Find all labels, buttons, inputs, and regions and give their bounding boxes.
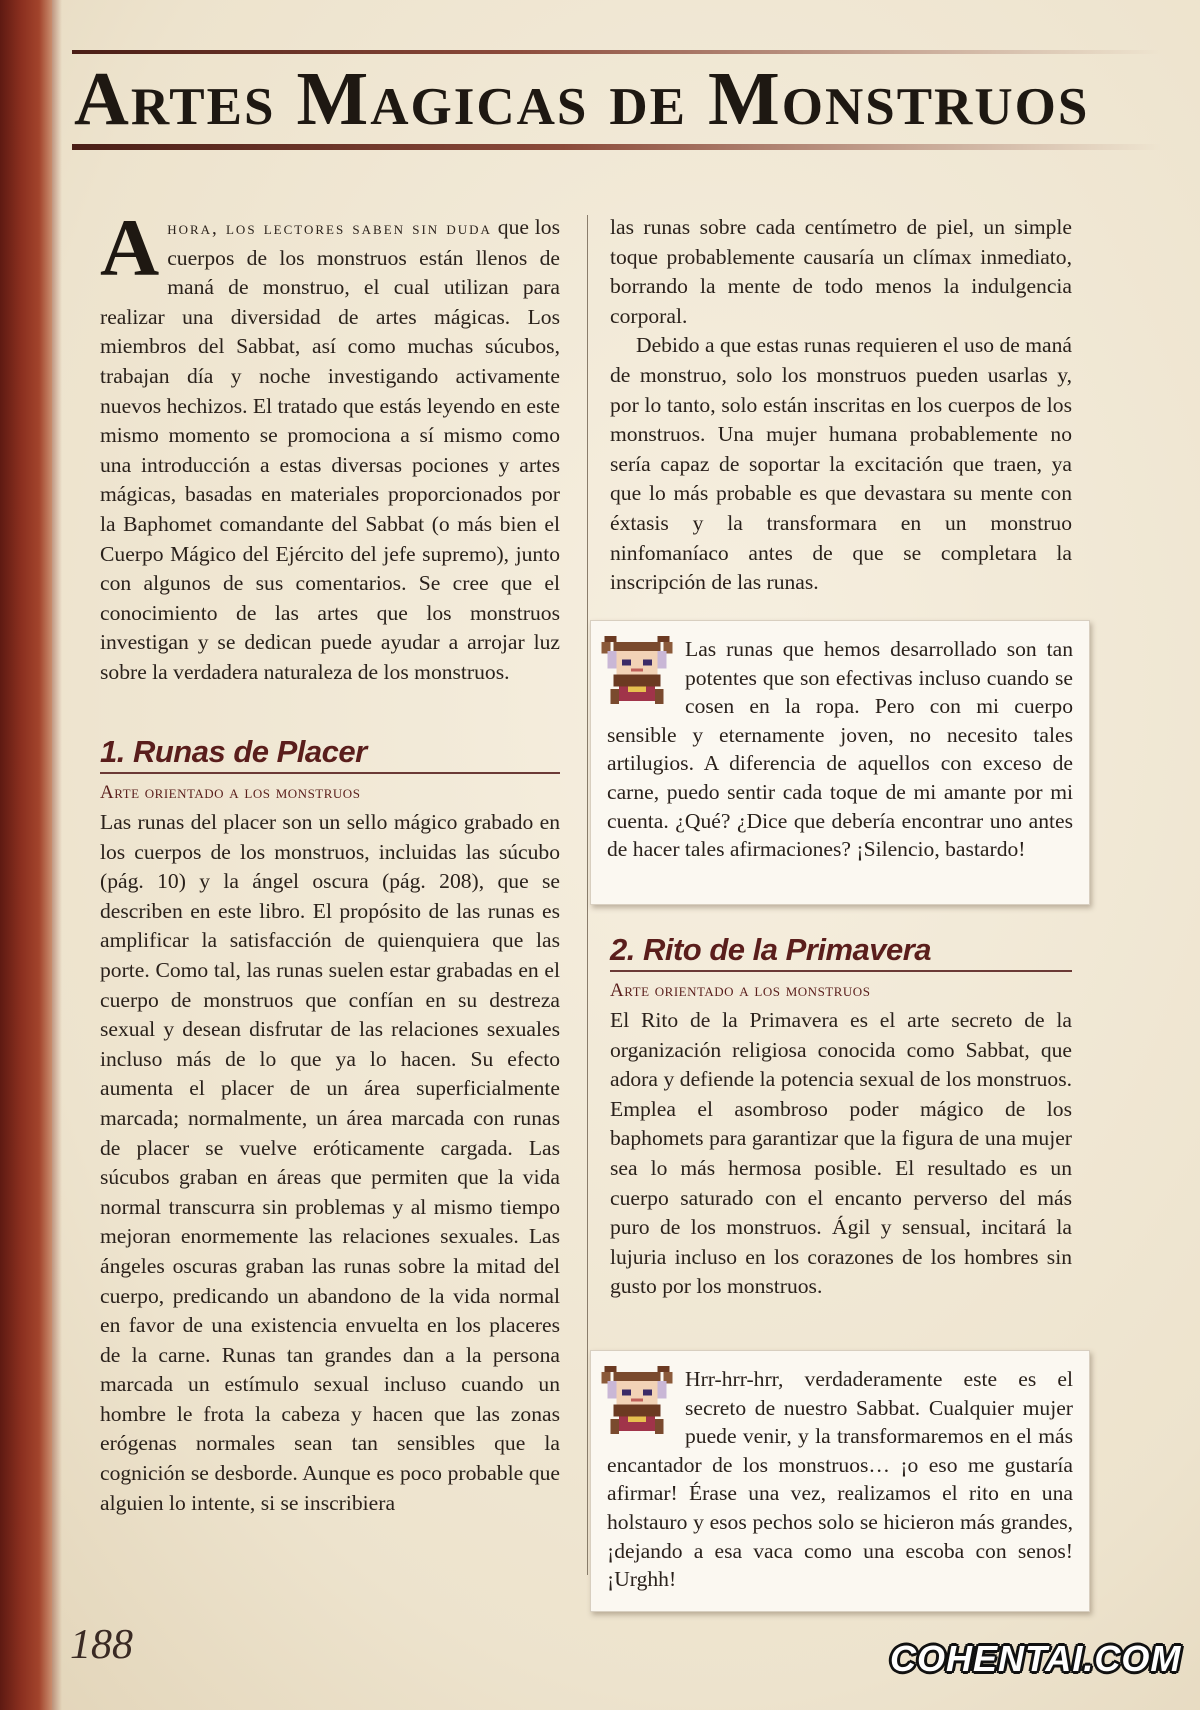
- baphomet-comment-box: [590, 1350, 1090, 1612]
- column-divider: [587, 215, 588, 1575]
- baphomet-avatar-icon: [601, 1363, 673, 1437]
- book-spine-border: [0, 0, 52, 1710]
- section-body: El Rito de la Primavera es el arte secreto de la organización religiosa conocida como Sabbat, que adora y defiende la potencia sexual de los monstruos. Emplea el asombroso poder mágico de los baphomets para garantizar que la figura de una mujer sea lo más hermosa posible. El resultado es un cuerpo saturado con el encanto perverso del más puro de los monstruos. Ágil y sensual, incitará la lujuria incluso en los corazones de los hombres sin gusto por los monstruos.: [610, 1008, 1072, 1299]
- comment-text: Hrr-hrr-hrr, verdaderamente este es el secreto de nuestro Sabbat. Cualquier mujer puede venir, y la transformaremos en el más encantador de los monstruos… ¡o eso me gustaría afirmar! Érase una vez, realizamos el rito en una holstauro y esos pechos solo se hicieron más grandes, ¡dejando a esa vaca como una escoba con senos! ¡Urghh!: [607, 1367, 1073, 1592]
- baphomet-comment-box: [590, 620, 1090, 905]
- section-subtitle: Arte orientado a los monstruos: [100, 782, 361, 803]
- drop-cap: A: [100, 202, 160, 293]
- right-column-text: [610, 213, 1072, 598]
- runes-mana-paragraph: Debido a que estas runas requieren el uso de maná de monstruo, solo los monstruos pueden usarlas y, por lo tanto, solo están inscritas en los cuerpos de los monstruos. Una mujer humana probablemente no sería capaz de soportar la excitación que traen, ya que lo más probable es que devastara su mente con éxtasis y la transformara en un monstruo ninfomaníaco antes de que se completara la inscripción de las runas.: [610, 333, 1072, 595]
- title-rule-top: [72, 50, 1162, 54]
- page-number: 188: [70, 1622, 133, 1668]
- section-rito-de-la-primavera: [610, 930, 1072, 1302]
- intro-paragraph: [100, 202, 560, 688]
- section-subtitle: Arte orientado a los monstruos: [610, 980, 871, 1001]
- comment-text: Las runas que hemos desarrollado son tan potentes que son efectivas incluso cuando se cosen en la ropa. Pero con mi cuerpo sensible y eternamente joven, no necesito tales artilugios. A diferencia de aquellos con exceso de carne, puedo sentir cada toque de mi amante por mi cuenta. ¿Qué? ¿Dice que debería encontrar uno antes de hacer tales afirmaciones? ¡Silencio, bastardo!: [607, 637, 1073, 862]
- section-title: 2. Rito de la Primavera: [610, 930, 1072, 972]
- baphomet-avatar-icon: [601, 633, 673, 707]
- page-title: Artes Magicas de Monstruos: [74, 57, 1090, 141]
- intro-lead: hora, los lectores saben sin duda: [167, 218, 492, 239]
- section-body: Las runas del placer son un sello mágico grabado en los cuerpos de los monstruos, incluidas las súcubo (pág. 10) y la ángel oscura (pág. 208), que se describen en este libro. El propósito de las runas es amplificar la satisfacción de quienquiera que las porte. Como tal, las runas suelen estar grabadas en el cuerpo de monstruos que confían en su destreza sexual y desean disfrutar de las relaciones sexuales incluso más de lo que ya lo hacen. Su efecto aumenta el placer de un área superficialmente marcada; normalmente, un área marcada con runas de placer se vuelve eróticamente cargada. Las súcubos graban en áreas que permiten que la vida normal transcurra sin problemas y al mismo tiempo mejoran enormemente las relaciones sexuales. Las ángeles oscuras graban las runas sobre la mitad del cuerpo, predicando un abandono de la vida normal en favor de una existencia envuelta en los placeres de la carne. Runas tan grandes dan a la persona marcada un estímulo sexual incluso cuando un hombre le frota la cabeza y hacen que las zonas erógenas normales sean tan sensibles que la cognición se desborde. Aunque es poco probable que alguien lo intente, si se inscribiera: [100, 810, 560, 1515]
- site-watermark: COHENTAI.COM: [890, 1638, 1182, 1679]
- intro-text: que los cuerpos de los monstruos están llenos de maná de monstruo, el cual utilizan para realizar una diversidad de artes mágicas. Los miembros del Sabbat, así como muchas súcubos, trabajan día y noche investigando activamente nuevos hechizos. El tratado que estás leyendo en este mismo momento se promociona a sí mismo como una introducción a estas diversas pociones y artes mágicas, basadas en materiales proporcionados por la Baphomet comandante del Sabbat (o más bien el Cuerpo Mágico del Ejército del jefe supremo), junto con algunos de sus comentarios. Se cree que el conocimiento de las artes que los monstruos investigan y se dedican puede ayudar a arrojar luz sobre la verdadera naturaleza de los monstruos.: [100, 215, 560, 684]
- spine-shadow: [52, 0, 62, 1710]
- section-title: 1. Runas de Placer: [100, 732, 560, 774]
- continuation-paragraph: las runas sobre cada centímetro de piel, un simple toque probablemente causaría un clímax inmediato, borrando la mente de todo menos la indulgencia corporal.: [610, 215, 1072, 328]
- section-runas-de-placer: [100, 732, 560, 1518]
- title-rule-bottom: [72, 144, 1162, 150]
